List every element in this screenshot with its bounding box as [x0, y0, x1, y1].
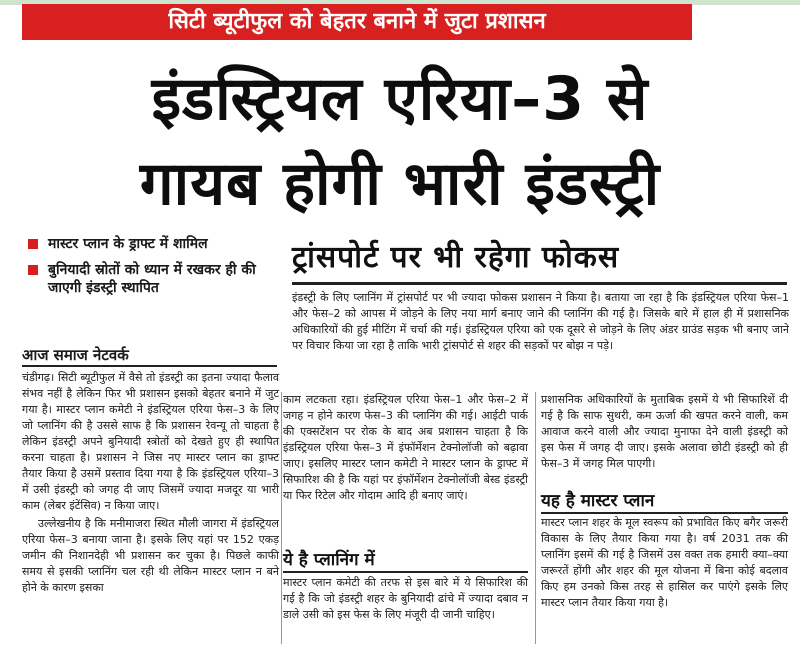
highlight-bullets [22, 235, 277, 305]
subheadline: ट्रांसपोर्ट पर भी रहेगा फोकस [292, 240, 620, 275]
article-column-3: प्रशासनिक अधिकारियों के मुताबिक इसमें ये भी सिफारिशें दी गई है कि साफ सुथरी, कम ऊर्जा की खपत करने वाली, कम आवाज करने वाली और ज्यादा मुनाफा देने वाली इंडस्ट्री को इस फेस में जगह दी जाए। इसके अलावा छोटी इंडस्ट्री को ही फेस–3 में जगह मिल पाएगी। [541, 393, 788, 470]
headline-line-2: गायब होगी भारी इंडस्ट्री [139, 149, 661, 219]
article-column-3-section: मास्टर प्लान शहर के मूल स्वरूप को प्रभावित किए बगैर जरूरी विकास के लिए तैयार किया गया है। वर्ष 2031 तक की प्लानिंग इसमें की गई है जिसमें उस वक्त तक हमारी क्या–क्या जरूरतें होंगी और शहर की मूल योजना में बिना कोई बदलाव किए हम उनको किस तरह से हासिल कर पाएंगे इसके लिए मास्टर प्लान तैयार किया गया है। [541, 516, 788, 609]
bullet-item [22, 235, 277, 253]
bullet-text: बुनियादी स्रोतों को ध्यान में रखकर ही की जाएगी इंडस्ट्री स्थापित [48, 262, 256, 296]
section-heading-master-plan: यह है मास्टर प्लान [541, 490, 788, 514]
bullet-square-icon [28, 239, 38, 249]
intro-paragraph: इंडस्ट्री के लिए प्लानिंग में ट्रांसपोर्ट पर भी ज्यादा फोकस प्रशासन ने किया है। बताया जा रहा है कि इंडस्ट्रियल एरिया फेस–1 और फेस–2 को आपस में जोड़ने के लिए नया मार्ग बनाए जाने की प्लानिंग की गई है। जिसके बारे में हाल ही में प्रशासनिक अधिकारियों की हुई मीटिंग में चर्चा की गई। इंडस्ट्रियल एरिया को एक दूसरे से जोड़ने के लिए अंडर ग्राउंड सड़क भी बनाए जाने पर विचार किया जा रहा है ताकि भारी ट्रांसपोर्ट से शहर की सड़कों पर बोझ न पड़े। [292, 291, 789, 352]
article-column-2-section: मास्टर प्लान कमेटी की तरफ से इस बारे में ये सिफारिश की गई है कि जो इंडस्ट्री शहर के बुनियादी ढांचे में ज्यादा दबाव न डाले उसी को इस फेस के लिए मंजूरी दी जानी चाहिए। [283, 576, 528, 621]
byline: आज समाज नेटवर्क [22, 345, 277, 367]
subhead-divider [292, 282, 787, 285]
bullet-text: मास्टर प्लान के ड्राफ्ट में शामिल [48, 236, 208, 252]
article-column-2: काम लटकता रहा। इंडस्ट्रियल एरिया फेस–1 और फेस–2 में जगह न होने कारण फेस–3 की प्लानिंग की गई। आईटी पार्क की एक्सटेंशन पर रोक के बाद अब प्रशासन चाहता है कि इंडस्ट्रियल एरिया फेस–3 में इंफॉर्मेशन टेक्नोलॉजी को बढ़ावा जाए। इसलिए मास्टर प्लान कमेटी ने मास्टर प्लान के ड्राफ्ट में सिफारिश की है कि यहां पर इंफॉर्मेशन टेक्नोलॉजी बेस्ड इंडस्ट्री या फिर रिटेल और गोदाम आदि ही बनाए जाएं। [283, 393, 528, 502]
kicker-text: सिटी ब्यूटीफुल को बेहतर बनाने में जुटा प्रशासन [22, 4, 692, 40]
column-divider [535, 392, 536, 644]
headline-line-1: इंडस्ट्रियल एरिया–3 से [151, 64, 649, 134]
column-divider [281, 392, 282, 644]
bullet-square-icon [28, 265, 38, 275]
paragraph: उल्लेखनीय है कि मनीमाजरा स्थित मौली जागरा में इंडस्ट्रियल एरिया फेस–3 बनाया जाना है। इसके लिए यहां पर 152 एकड़ जमीन की निशानदेही भी प्रशासन कर चुका है। पिछले काफी समय से इसकी प्लानिंग चल रही थी लेकिन मास्टर प्लान न बने होने के कारण इसका [22, 517, 279, 594]
kicker-banner [0, 0, 800, 40]
article-column-1 [22, 370, 279, 598]
paragraph: चंडीगढ़। सिटी ब्यूटीफुल में वैसे तो इंडस्ट्री का इतना ज्यादा फैलाव संभव नहीं है लेकिन फिर भी प्रशासन इसको बेहतर बनाने में जुट गया है। मास्टर प्लान कमेटी ने इंडस्ट्रियल एरिया फेस–3 के लिए जो प्लानिंग की है उससे साफ है कि प्रशासन रेवन्यू तो चाहता है लेकिन इंडस्ट्री अपने बुनियादी स्त्रोतों को देखते हुए ही स्थापित करना चाहता है। प्रशासन ने जिस नए मास्टर प्लान का ड्राफ्ट तैयार किया है उसमें प्रस्ताव दिया गया है कि इंडस्ट्रियल एरिया–3 में उसी इंडस्ट्री को जगह दी जाए जिसमें ज्यादा मजदूर या भारी काम (लेबर इंटेंसिव) न किया जाए। [22, 371, 279, 512]
section-heading-planning: ये है प्लानिंग में [283, 549, 528, 573]
bullet-item [22, 261, 277, 297]
